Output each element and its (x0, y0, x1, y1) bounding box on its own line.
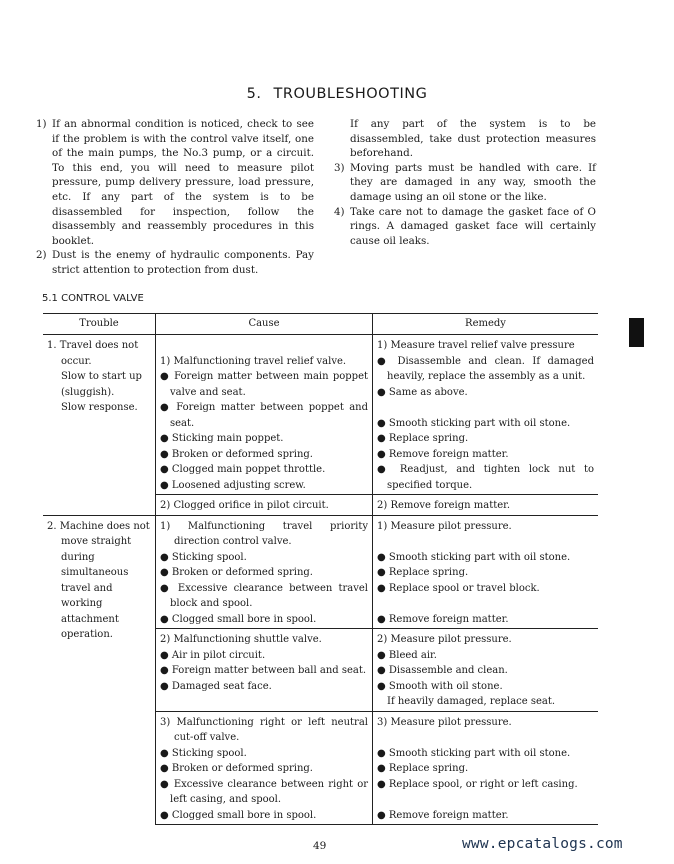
cause-bullet: ● Foreign matter between main poppet valve and seat. (160, 371, 369, 398)
remedy-header: 1) Measure travel relief valve pressure (377, 340, 575, 351)
intro-right-column (334, 117, 596, 248)
cause-bullet: ● Foreign matter between poppet and seat. (160, 402, 369, 429)
header-trouble: Trouble (43, 314, 156, 335)
trouble-cell (43, 515, 156, 825)
intro-item (36, 248, 314, 277)
intro-item (36, 117, 314, 248)
bullet-text: Foreign matter between main poppet valve and seat. (170, 371, 369, 398)
remedy-bullet: ● Same as above. (377, 386, 468, 398)
bullet-text: Replace spool or travel block. (388, 582, 540, 594)
bullet-text: Broken or deformed spring. (171, 448, 313, 460)
remedy-bullet: ● Smooth sticking part with oil stone. (377, 747, 571, 759)
bullet-text: Sticking spool. (171, 551, 247, 563)
section-title: 5.1 CONTROL VALVE (42, 293, 144, 304)
remedy-cell (373, 711, 599, 825)
bullet-text: Smooth with oil stone. (388, 680, 503, 692)
bullet-text: Remove foreign matter. (388, 448, 509, 460)
item-number: 2) (36, 249, 47, 262)
header-cause: Cause (156, 314, 373, 335)
chapter-number: 5. (246, 86, 262, 102)
bullet-text: Excessive clearance between travel block and spool. (170, 582, 369, 609)
bullet-text: Foreign matter between poppet and seat. (170, 402, 369, 429)
item-number: 3) (334, 161, 345, 174)
cause-bullet: ● Sticking spool. (160, 551, 247, 563)
watermark-link[interactable]: www.epcatalogs.com (462, 836, 623, 852)
thumb-index-tab (629, 318, 644, 347)
remedy-cell (373, 629, 599, 712)
item-text: If an abnormal condition is noticed, check to see if the problem is with the control valve itself, one of the main pumps, the No.3 pump, or a circuit. To this end, you will need to measure pilot pressure, pump delivery pressure, load pressure, etc. If any part of the system is to be disassembled for inspection, follow the disassembly and reassembly procedures in this booklet. (52, 118, 314, 247)
cause-bullet: ● Clogged main poppet throttle. (160, 464, 326, 475)
bullet-text: Air in pilot circuit. (171, 649, 266, 661)
remedy-header: 1) Measure pilot pressure. (377, 520, 512, 532)
cause-bullet: ● Broken or deformed spring. (160, 567, 313, 578)
intro-item (334, 161, 596, 205)
bullet-text: Smooth sticking part with oil stone. (388, 417, 571, 429)
intro-item (334, 205, 596, 249)
bullet-text: Replace spring. (388, 763, 469, 774)
item-number: 4) (334, 205, 345, 218)
remedy-bullet: ● Replace spring. (377, 567, 469, 578)
remedy-bullet: ● Smooth sticking part with oil stone. (377, 551, 571, 563)
cause-cell (156, 629, 373, 712)
trouble-extra: Slow to start up (sluggish). (61, 371, 142, 398)
bullet-text: Excessive clearance between right or left casing, and spool. (170, 778, 368, 805)
cause-bullet: ● Broken or deformed spring. (160, 763, 313, 774)
table-header-row (43, 314, 598, 335)
remedy-bullet: ● Smooth with oil stone. (377, 680, 503, 692)
item-text: Dust is the enemy of hydraulic components. Pay strict attention to protection from dust. (52, 249, 314, 276)
bullet-text: Remove foreign matter. (388, 809, 509, 821)
remedy-bullet: ● Replace spring. (377, 433, 469, 444)
item-text: Take care not to damage the gasket face of O rings. A damaged gasket face will certainly cause oil leaks. (350, 205, 596, 247)
cause-bullet: ● Clogged small bore in spool. (160, 809, 317, 821)
bullet-text: Replace spring. (388, 567, 469, 578)
remedy-bullet: ● Replace spool, or right or left casing. (377, 778, 578, 790)
bullet-text: Clogged main poppet throttle. (171, 464, 326, 475)
chapter-title-text: TROUBLESHOOTING (273, 86, 428, 102)
remedy-header: 2) Measure pilot pressure. (377, 634, 512, 645)
bullet-text: Foreign matter between ball and seat. (171, 665, 367, 676)
bullet-text: Same as above. (388, 386, 468, 398)
bullet-text: Smooth sticking part with oil stone. (388, 747, 571, 759)
remedy-cell (373, 515, 599, 629)
trouble-label: 1. Travel does not occur. (47, 340, 139, 367)
cause-cell (156, 335, 373, 495)
bullet-text: Loosened adjusting screw. (171, 479, 306, 491)
cause-header: 2) Clogged orifice in pilot circuit. (160, 500, 329, 511)
intro-continuation: If any part of the system is to be disassembled, take dust protection measures beforehand. (350, 118, 596, 160)
remedy-bullet: ● Remove foreign matter. (377, 809, 509, 821)
troubleshooting-table (43, 313, 598, 825)
cause-bullet: ● Loosened adjusting screw. (160, 479, 306, 491)
bullet-text: Broken or deformed spring. (171, 567, 313, 578)
table-row (43, 515, 598, 629)
header-remedy: Remedy (373, 314, 599, 335)
remedy-header: 2) Remove foreign matter. (377, 500, 511, 511)
cause-cell (156, 711, 373, 825)
cause-bullet: ● Broken or deformed spring. (160, 448, 313, 460)
cause-bullet: ● Air in pilot circuit. (160, 649, 266, 661)
chapter-title (0, 86, 674, 102)
cause-cell (156, 515, 373, 629)
remedy-bullet: ● Replace spool or travel block. (377, 582, 540, 594)
bullet-text: Readjust, and tighten lock nut to specified torque. (387, 464, 595, 491)
item-text: Moving parts must be handled with care. If they are damaged in any way, smooth the damage using an oil stone or the like. (350, 161, 596, 203)
remedy-bullet: ● Disassemble and clean. If damaged heavily, replace the assembly as a unit. (377, 355, 594, 382)
bullet-text: Sticking spool. (171, 747, 247, 759)
cause-bullet: ● Excessive clearance between travel block and spool. (160, 582, 369, 609)
cause-bullet: ● Sticking main poppet. (160, 433, 284, 444)
remedy-cell (373, 495, 599, 516)
cause-header: 1) Malfunctioning travel relief valve. (160, 355, 347, 367)
remedy-bullet: ● Readjust, and tighten lock nut to specified torque. (377, 464, 595, 491)
remedy-bullet: ● Replace spring. (377, 763, 469, 774)
cause-bullet: ● Sticking spool. (160, 747, 247, 759)
bullet-text: Bleed air. (388, 649, 437, 661)
remedy-note: If heavily damaged, replace seat. (387, 696, 556, 707)
trouble-label: 2. Machine does not move straight during simultaneous travel and working attachment operation. (47, 520, 150, 640)
bullet-text: Replace spring. (388, 433, 469, 444)
table-row (43, 335, 598, 495)
remedy-bullet: ● Remove foreign matter. (377, 613, 509, 625)
intro-left-column (36, 117, 314, 278)
cause-header: 1) Malfunctioning travel priority direction control valve. (160, 520, 368, 547)
bullet-text: Disassemble and clean. If damaged heavily, replace the assembly as a unit. (387, 355, 594, 382)
cause-bullet: ● Foreign matter between ball and seat. (160, 665, 367, 676)
bullet-text: Clogged small bore in spool. (171, 613, 317, 625)
cause-header: 2) Malfunctioning shuttle valve. (160, 634, 322, 645)
cause-bullet: ● Damaged seat face. (160, 680, 272, 692)
remedy-bullet: ● Bleed air. (377, 649, 437, 661)
remedy-header: 3) Measure pilot pressure. (377, 716, 512, 728)
page-number: 49 (313, 840, 327, 852)
cause-cell (156, 495, 373, 516)
remedy-bullet: ● Remove foreign matter. (377, 448, 509, 460)
cause-header: 3) Malfunctioning right or left neutral cut-off valve. (160, 716, 368, 743)
bullet-text: Disassemble and clean. (388, 665, 508, 676)
bullet-text: Clogged small bore in spool. (171, 809, 317, 821)
bullet-text: Replace spool, or right or left casing. (388, 778, 578, 790)
trouble-cell (43, 335, 156, 516)
trouble-extra: Slow response. (61, 402, 138, 413)
cause-bullet: ● Clogged small bore in spool. (160, 613, 317, 625)
bullet-text: Remove foreign matter. (388, 613, 509, 625)
remedy-bullet: ● Disassemble and clean. (377, 665, 508, 676)
bullet-text: Broken or deformed spring. (171, 763, 313, 774)
bullet-text: Sticking main poppet. (171, 433, 284, 444)
cause-bullet: ● Excessive clearance between right or left casing, and spool. (160, 778, 368, 805)
bullet-text: Smooth sticking part with oil stone. (388, 551, 571, 563)
item-number: 1) (36, 118, 47, 130)
bullet-text: Damaged seat face. (171, 680, 272, 692)
remedy-bullet: ● Smooth sticking part with oil stone. (377, 417, 571, 429)
remedy-cell (373, 335, 599, 495)
